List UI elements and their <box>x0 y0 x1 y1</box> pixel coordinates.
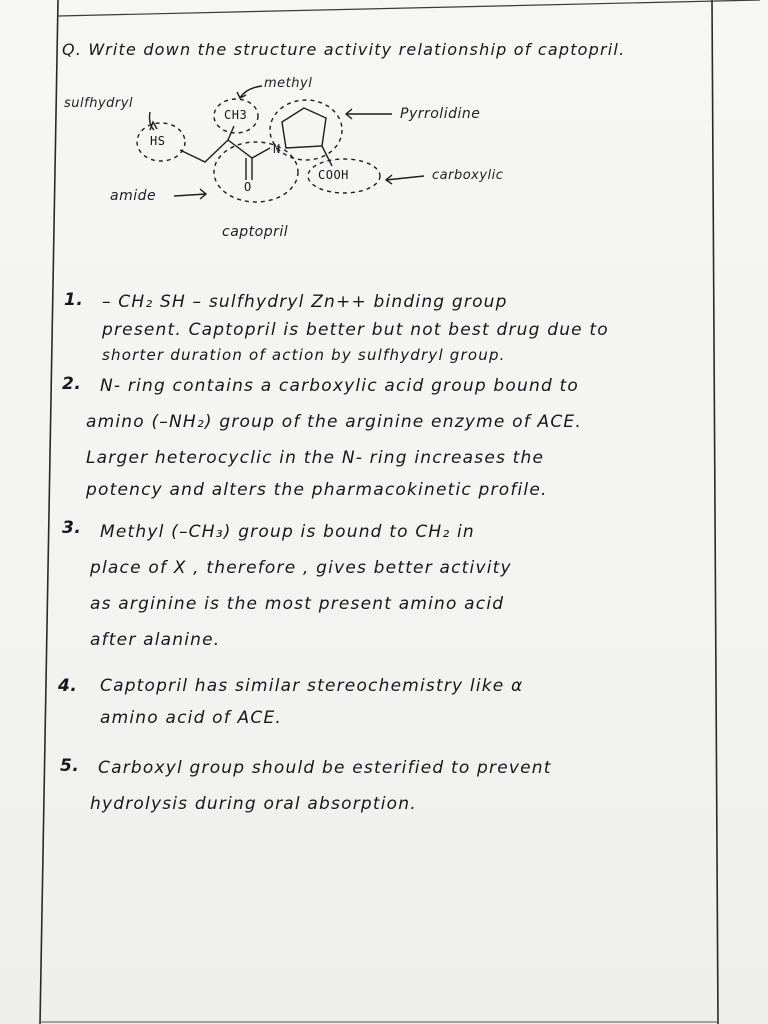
point-line: potency and alters the pharmacokinetic profile. <box>86 480 548 500</box>
point-line: Carboxyl group should be esterified to prevent <box>98 758 552 778</box>
label-methyl: methyl <box>264 76 313 91</box>
point-line: present. Captopril is better but not best drug due to <box>102 320 609 340</box>
point-line: hydrolysis during oral absorption. <box>90 794 417 814</box>
label-sulfhydryl: sulfhydryl <box>64 96 134 111</box>
point-number: 5. <box>60 756 80 776</box>
point-line: Captopril has similar stereochemistry like α <box>100 676 524 696</box>
point-line: Larger heterocyclic in the N- ring increases the <box>86 448 545 468</box>
amide-arrow <box>174 194 206 196</box>
group-n: N <box>273 142 281 156</box>
pyrrolidine-ring <box>282 108 326 148</box>
point-number: 2. <box>62 374 82 394</box>
label-amide: amide <box>110 188 157 204</box>
point-line: amino acid of ACE. <box>100 708 282 728</box>
captopril-structure-diagram <box>0 0 768 260</box>
point-line: N- ring contains a carboxylic acid group bound to <box>100 376 580 396</box>
group-hs: HS <box>150 134 166 148</box>
point-number: 3. <box>62 518 82 538</box>
point-line: as arginine is the most present amino acid <box>90 594 505 614</box>
point-line: place of X , therefore , gives better activity <box>90 558 512 578</box>
label-pyrrolidine: Pyrrolidine <box>400 106 481 122</box>
label-compound-name: captopril <box>222 224 289 240</box>
point-line: – CH₂ SH – sulfhydryl Zn++ binding group <box>102 292 508 312</box>
group-o: O <box>244 180 252 194</box>
label-carboxylic: carboxylic <box>432 168 504 183</box>
group-cooh: COOH <box>318 168 349 182</box>
point-line: shorter duration of action by sulfhydryl group. <box>102 346 506 364</box>
carboxylic-arrow <box>386 176 424 180</box>
point-number: 4. <box>58 676 78 696</box>
point-line: amino (–NH₂) group of the arginine enzyme of ACE. <box>86 412 582 432</box>
group-ch3: CH3 <box>224 108 248 122</box>
point-line: Methyl (–CH₃) group is bound to CH₂ in <box>100 522 475 542</box>
point-line: after alanine. <box>90 630 221 650</box>
question-heading: Q. Write down the structure activity relationship of captopril. <box>62 40 626 59</box>
amide-group-circle <box>214 142 298 202</box>
point-number: 1. <box>64 290 84 310</box>
